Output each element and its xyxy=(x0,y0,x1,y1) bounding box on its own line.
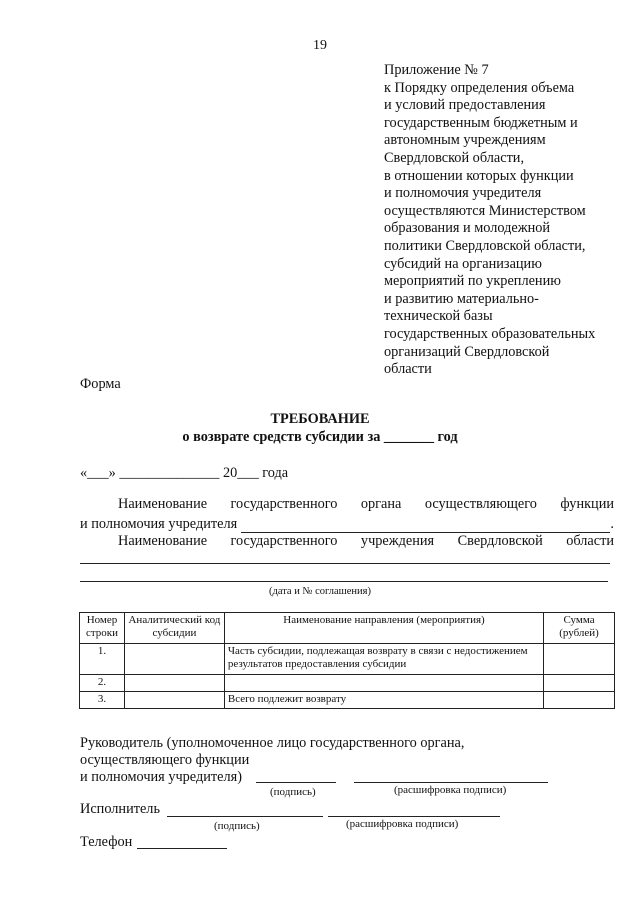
row-sum[interactable] xyxy=(544,675,615,692)
row-name[interactable] xyxy=(224,675,543,692)
head-decode-field[interactable] xyxy=(354,769,548,783)
appendix-line: и развитию материально- xyxy=(384,290,539,307)
appendix-line: образования и молодежной xyxy=(384,220,551,237)
row-name: Часть субсидии, подлежащая возврату в связи с недостижением результатов предоставления субсидии xyxy=(224,644,543,675)
page-number: 19 xyxy=(313,38,327,53)
document-title: ТРЕБОВАНИЕ xyxy=(270,411,370,427)
executor-signature-caption: (подпись) xyxy=(214,820,260,832)
appendix-line: осуществляются Министерством xyxy=(384,202,586,219)
appendix-line: в отношении которых функции xyxy=(384,167,574,184)
row-name: Всего подлежит возврату xyxy=(224,692,543,709)
row-sum[interactable] xyxy=(544,644,615,675)
form-label: Форма xyxy=(80,376,121,392)
appendix-line: Свердловской области, xyxy=(384,149,525,166)
appendix-line: и полномочия учредителя xyxy=(384,185,542,202)
executor-decode-field[interactable] xyxy=(328,803,500,817)
organ-line2-row: и полномочия учредителя . xyxy=(80,516,614,532)
row-code[interactable] xyxy=(124,644,224,675)
executor-label: Исполнитель xyxy=(80,801,160,817)
row-number: 3. xyxy=(80,692,125,709)
appendix-line: автономным учреждениям xyxy=(384,132,546,149)
row-number: 2. xyxy=(80,675,125,692)
executor-signature-field[interactable] xyxy=(167,803,323,817)
appendix-line: организаций Свердловской xyxy=(384,343,550,360)
date-line: «___» ______________ 20___ года xyxy=(80,465,289,481)
header-analytic-code: Аналитический код субсидии xyxy=(124,613,224,644)
organ-name-field[interactable] xyxy=(241,519,610,533)
head-signature-field[interactable] xyxy=(256,769,336,783)
table-row xyxy=(80,692,615,709)
refund-table xyxy=(79,612,615,709)
header-row-number: Номер строки xyxy=(80,613,125,644)
organ-label-line2: и полномочия учредителя xyxy=(80,516,238,532)
appendix-line: к Порядку определения объема xyxy=(384,79,575,96)
organ-label-line1: Наименование государственного органа осуществляющего функции xyxy=(118,496,614,512)
appendix-line: Приложение № 7 xyxy=(384,62,489,78)
institution-name-field[interactable] xyxy=(80,550,610,564)
table-row xyxy=(80,675,615,692)
row-code[interactable] xyxy=(124,675,224,692)
appendix-line: государственным бюджетным и xyxy=(384,114,578,131)
document-subtitle: о возврате средств субсидии за _______ год xyxy=(182,429,458,445)
row-sum[interactable] xyxy=(544,692,615,709)
table-header-row xyxy=(80,613,615,644)
appendix-line: мероприятий по укреплению xyxy=(384,273,561,290)
head-signature-caption: (подпись) xyxy=(270,786,316,798)
institution-label: Наименование государственного учреждения Свердловской области xyxy=(118,533,614,549)
executor-decode-caption: (расшифровка подписи) xyxy=(346,818,459,830)
row-number: 1. xyxy=(80,644,125,675)
head-line1: Руководитель (уполномоченное лицо государственного органа, xyxy=(80,735,465,751)
head-decode-caption: (расшифровка подписи) xyxy=(394,784,507,796)
appendix-line: технической базы xyxy=(384,308,493,325)
appendix-line: области xyxy=(384,361,432,378)
phone-field[interactable] xyxy=(137,835,227,849)
header-direction-name: Наименование направления (мероприятия) xyxy=(224,613,543,644)
appendix-line: и условий предоставления xyxy=(384,97,546,114)
table-row xyxy=(80,644,615,675)
phone-label: Телефон xyxy=(80,834,133,850)
head-line3: и полномочия учредителя) xyxy=(80,769,242,785)
agreement-caption: (дата и № соглашения) xyxy=(268,586,371,597)
row-code[interactable] xyxy=(124,692,224,709)
header-sum: Сумма (рублей) xyxy=(544,613,615,644)
appendix-block xyxy=(384,62,634,379)
head-line2: осуществляющего функции xyxy=(80,752,250,768)
agreement-field[interactable] xyxy=(80,568,608,582)
appendix-line: субсидий на организацию xyxy=(384,255,542,272)
appendix-line: государственных образовательных xyxy=(384,325,596,342)
appendix-line: политики Свердловской области, xyxy=(384,237,586,254)
